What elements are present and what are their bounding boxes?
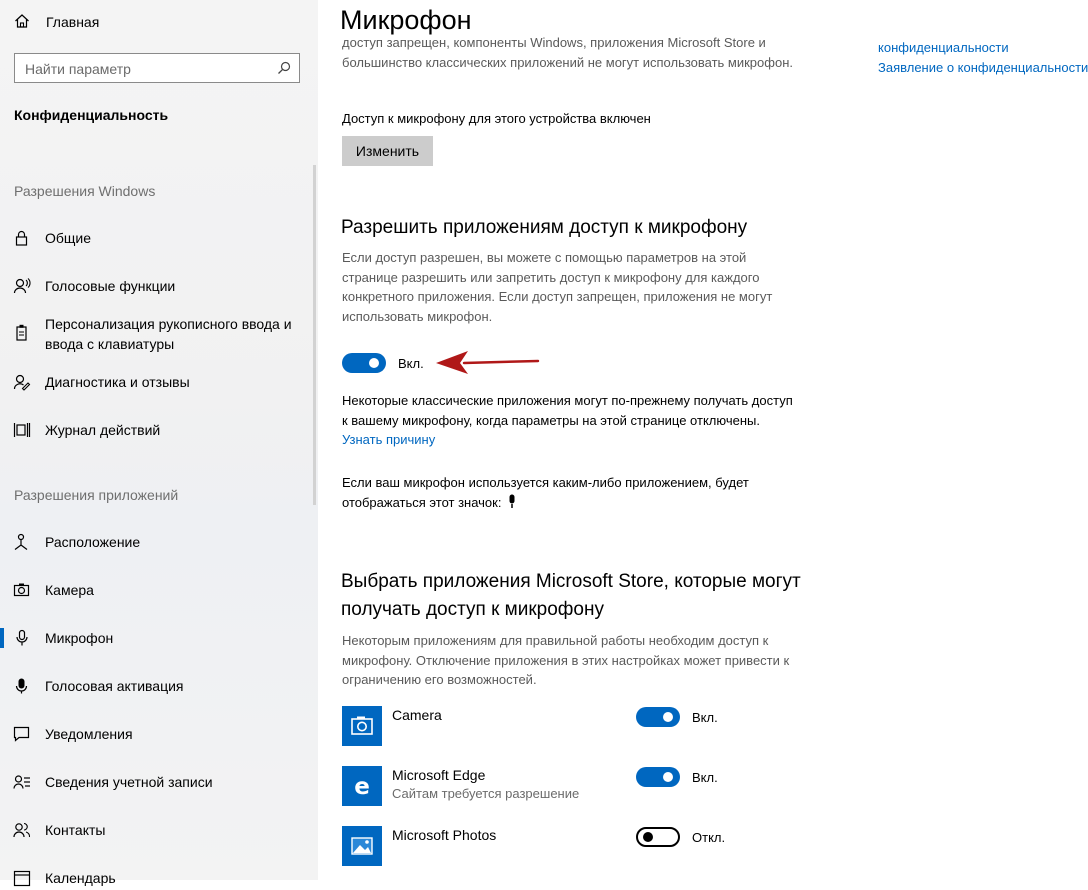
app-subtitle: Сайтам требуется разрешение bbox=[392, 786, 580, 801]
contacts-icon bbox=[13, 821, 31, 839]
toggle-knob bbox=[369, 358, 379, 368]
group-header-windows: Разрешения Windows bbox=[14, 183, 156, 199]
sidebar-item-label: Голосовые функции bbox=[45, 278, 176, 294]
learn-why-link[interactable]: Узнать причину bbox=[342, 432, 436, 447]
sidebar-item-diagnostics[interactable] bbox=[0, 372, 316, 394]
camera-app-state: Вкл. bbox=[692, 710, 718, 725]
sidebar-item-microphone[interactable] bbox=[0, 628, 316, 650]
feedback-icon bbox=[13, 373, 31, 391]
microphone-indicator-icon bbox=[507, 494, 517, 509]
toggle-knob bbox=[663, 772, 673, 782]
app-name: Camera bbox=[392, 707, 442, 723]
sidebar-item-label: Микрофон bbox=[45, 630, 114, 646]
desktop-apps-note-text: Некоторые классические приложения могут по-прежнему получать доступ к вашему микрофону, когда параметры на этой странице отключены. bbox=[342, 393, 793, 428]
account-info-icon bbox=[13, 773, 31, 791]
sidebar-item-account-info[interactable] bbox=[0, 772, 316, 794]
sidebar-item-inking[interactable] bbox=[0, 314, 316, 356]
sidebar-scrollbar[interactable] bbox=[313, 165, 316, 505]
privacy-statement-link[interactable]: Заявление о конфиденциальности bbox=[878, 60, 1088, 75]
sidebar-item-contacts[interactable] bbox=[0, 820, 316, 842]
search-input[interactable] bbox=[25, 60, 265, 78]
sidebar-item-label: Сведения учетной записи bbox=[45, 774, 213, 790]
edge-app-toggle[interactable] bbox=[636, 767, 680, 787]
home-icon bbox=[14, 13, 30, 29]
photos-app-icon bbox=[342, 826, 382, 866]
edge-app-state: Вкл. bbox=[692, 770, 718, 785]
edge-app-icon bbox=[342, 766, 382, 806]
toggle-knob bbox=[643, 832, 653, 842]
main-content bbox=[318, 0, 1088, 880]
voice-activation-icon bbox=[13, 677, 31, 695]
desktop-apps-note bbox=[342, 391, 802, 450]
svg-text:e: e bbox=[354, 774, 370, 800]
indicator-note-text: Если ваш микрофон используется каким-либо приложением, будет отображаться этот значок: bbox=[342, 475, 749, 510]
sidebar bbox=[0, 0, 318, 886]
timeline-icon bbox=[13, 421, 31, 439]
lock-icon bbox=[13, 229, 31, 247]
sidebar-item-label: Журнал действий bbox=[45, 422, 161, 438]
home-nav-item[interactable] bbox=[0, 8, 318, 36]
inking-icon bbox=[13, 324, 31, 342]
location-icon bbox=[13, 533, 31, 551]
camera-icon bbox=[13, 581, 31, 599]
sidebar-item-label: Голосовая активация bbox=[45, 678, 184, 694]
app-name: Microsoft Edge bbox=[392, 767, 486, 783]
sidebar-item-location[interactable] bbox=[0, 532, 316, 554]
allow-apps-toggle-label: Вкл. bbox=[398, 356, 424, 371]
section-title: Конфиденциальность bbox=[14, 107, 169, 123]
allow-apps-heading: Разрешить приложениям доступ к микрофону bbox=[341, 217, 748, 238]
device-status-text: Доступ к микрофону для этого устройства включен bbox=[342, 111, 651, 126]
sidebar-item-label: Календарь bbox=[45, 870, 116, 886]
sidebar-item-label: Камера bbox=[45, 582, 94, 598]
sidebar-item-label: Расположение bbox=[45, 534, 141, 550]
calendar-icon bbox=[13, 869, 31, 887]
sidebar-item-camera[interactable] bbox=[0, 580, 316, 602]
toggle-knob bbox=[663, 712, 673, 722]
sidebar-item-label: Персонализация рукописного ввода и ввода с клавиатуры bbox=[45, 316, 292, 352]
change-button[interactable]: Изменить bbox=[342, 136, 433, 166]
microphone-icon bbox=[13, 629, 31, 647]
store-apps-heading: Выбрать приложения Microsoft Store, которые могут получать доступ к микрофону bbox=[341, 571, 801, 620]
page-title: Микрофон bbox=[340, 5, 472, 35]
group-header-apps: Разрешения приложений bbox=[14, 487, 179, 503]
photos-app-state: Откл. bbox=[692, 830, 726, 845]
camera-app-toggle[interactable] bbox=[636, 707, 680, 727]
sidebar-item-activity[interactable] bbox=[0, 420, 316, 442]
home-label: Главная bbox=[46, 14, 100, 30]
red-arrow-annotation bbox=[434, 349, 540, 375]
allow-apps-toggle[interactable] bbox=[342, 353, 386, 373]
sidebar-item-notifications[interactable] bbox=[0, 724, 316, 746]
intro-text: доступ запрещен, компоненты Windows, приложения Microsoft Store и большинство классических приложений не могут использовать микрофон. bbox=[342, 35, 793, 70]
sidebar-item-calendar[interactable] bbox=[0, 868, 316, 890]
sidebar-item-label: Контакты bbox=[45, 822, 106, 838]
store-apps-description: Некоторым приложениям для правильной работы необходим доступ к микрофону. Отключение приложения в этих настройках может привести к ограничению его возможностей. bbox=[342, 633, 790, 687]
speech-icon bbox=[13, 277, 31, 295]
privacy-link-1[interactable]: конфиденциальности bbox=[878, 40, 1009, 55]
search-icon[interactable] bbox=[277, 61, 291, 75]
sidebar-item-general[interactable] bbox=[0, 228, 316, 250]
sidebar-item-label: Общие bbox=[45, 230, 92, 246]
photos-app-toggle[interactable] bbox=[636, 827, 680, 847]
sidebar-item-voice-activation[interactable] bbox=[0, 676, 316, 698]
sidebar-item-speech[interactable] bbox=[0, 276, 316, 298]
sidebar-item-label: Уведомления bbox=[45, 726, 133, 742]
allow-apps-description: Если доступ разрешен, вы можете с помощью параметров на этой странице разрешить или запретить доступ к микрофону для каждого конкретного приложения. Если доступ запрещен, приложения не могут использовать микрофон. bbox=[342, 250, 773, 324]
search-box bbox=[14, 53, 300, 83]
app-name: Microsoft Photos bbox=[392, 827, 497, 843]
sidebar-item-label: Диагностика и отзывы bbox=[45, 374, 190, 390]
notifications-icon bbox=[13, 725, 31, 743]
camera-app-icon bbox=[342, 706, 382, 746]
indicator-note bbox=[342, 473, 802, 512]
